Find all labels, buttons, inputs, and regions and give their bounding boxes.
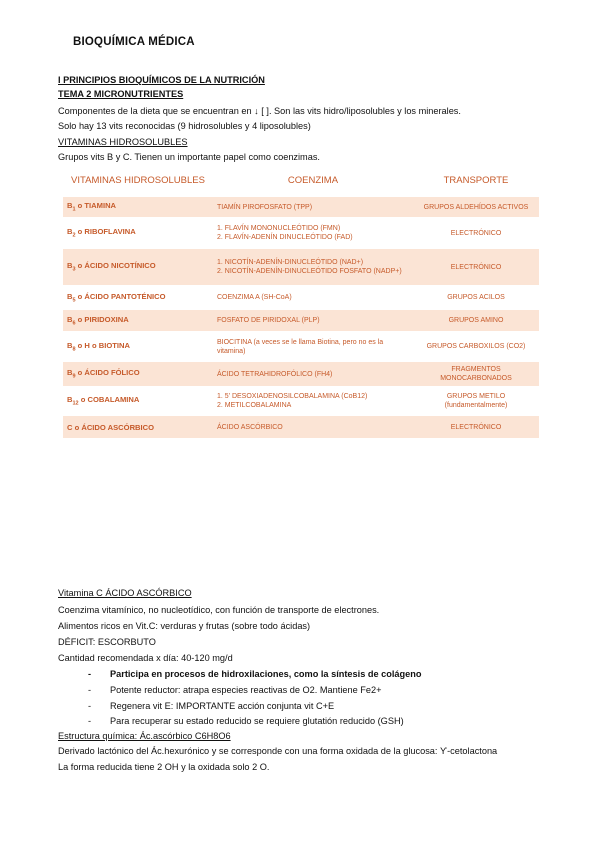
vitamin-cell: $B_2$ o RIBOFLAVINA — [67, 227, 136, 239]
table-row — [63, 415, 539, 438]
coenzyme-cell: COENZIMA A (SH-CoA) — [217, 294, 292, 301]
table-row — [63, 309, 539, 332]
transport-cell: GRUPOS ALDEHÍDOS ACTIVOS — [413, 196, 539, 218]
vitamin-cell: $B_5$ o ÁCIDO PANTOTÉNICO — [67, 291, 166, 304]
document-title: BIOQUÍMICA MÉDICA — [73, 36, 195, 48]
coenzyme-cell: 1. 5' DESOXIADENOSILCOBALAMINA (CoB12) 2. METILCOBALAMINA — [217, 393, 368, 409]
transport-cell: ELECTRÓNICO — [450, 229, 502, 237]
table-row — [63, 361, 539, 387]
vitamin-cell: $B_3$ o ÁCIDO NICOTÍNICO — [63, 248, 213, 286]
coenzyme-cell: BIOCITINA (a veces se le llama Biotina, pero no es la vitamina) — [217, 338, 384, 355]
transport-cell: GRUPOS ACILOS — [447, 294, 505, 301]
vitc-line-2: Alimentos ricos en Vit.C: verduras y frutas (sobre todo ácidas) — [58, 621, 311, 631]
transport-cell: GRUPOS CARBOXILOS (CO2) — [426, 343, 526, 350]
header-transport: TRANSPORTE — [443, 174, 509, 186]
vitamin-cell: $B_9$ o ÁCIDO FÓLICO — [63, 361, 213, 387]
intro-paragraph-1: Componentes de la dieta que se encuentran en ↓ [ ]. Son las vits hidro/liposolubles y los minerales. — [58, 106, 461, 116]
table-row — [63, 286, 539, 309]
subheading-hidrosolubles: VITAMINAS HIDROSOLUBLES — [58, 137, 188, 147]
header-coenzyme: COENZIMA — [287, 174, 339, 186]
table-row — [63, 332, 539, 361]
vitc-line-4: Cantidad recomendada x día: 40-120 mg/d — [58, 653, 233, 663]
coenzyme-cell: TIAMÍN PIROFOSFATO (TPP) — [213, 196, 413, 218]
vitc-line-3: DÉFICIT: ESCORBUTO — [58, 637, 156, 647]
table-row — [63, 387, 539, 415]
vitamin-cell: $B_8$ o H o BIOTINA — [67, 340, 130, 353]
transport-cell: GRUPOS METILO (fundamentalmente) — [444, 393, 508, 409]
table-row — [63, 248, 539, 286]
vitamin-cell: C o ÁCIDO ASCÓRBICO — [63, 415, 213, 438]
vitc-line-6: La forma reducida tiene 2 OH y la oxidada solo 2 O. — [58, 762, 270, 772]
topic-heading: TEMA 2 MICRONUTRIENTES — [58, 89, 184, 99]
transport-cell: FRAGMENTOS MONOCARBONADOS — [413, 361, 539, 387]
coenzyme-cell: ÁCIDO ASCÓRBICO — [213, 415, 413, 438]
vitamin-cell: $B_1$ o TIAMINA — [63, 196, 213, 218]
transport-cell: ELECTRÓNICO — [413, 415, 539, 438]
table-row — [63, 218, 539, 248]
header-vitamins: VITAMINAS HIDROSOLUBLES — [71, 174, 205, 186]
document-page: BIOQUÍMICA MÉDICA I PRINCIPIOS BIOQUÍMICOS DE LA NUTRICIÓN TEMA 2 MICRONUTRIENTES Componentes de la dieta que se encuentran en ↓ [ ]. Son las vits hidro/liposolubles y los minerales. Solo hay 13 vits reconocidas (9 hidrosolubles y 4 liposolubles) VITAMINAS HIDROSOLUBLES Grupos vits B y C. Tienen un importante papel como coenzimas. VITAMINAS HIDROSOLUBLES COENZIMA TRANSPORTE $B_1$ o TIAMINA TIAMÍN PIROFOSFATO (TPP) GRUPOS ALDEHÍDOS ACTIVOS $B_2$ o RIBOFLAVINA 1. FLAVÍN MONONUCLEÓTIDO (FMN) 2. FLAVÍN-ADENÍN DINUCLEÓTIDO (FAD) ELECTRÓNICO $B_3$ o ÁCIDO NICOTÍNICO 1. NICOTÍN-ADENÍN-DINUCLEÓTIDO (NAD+) 2. NICOTÍN-ADENÍN-DINUCLEÓTIDO FOSFATO (NADP+) ELECTRÓNICO $B_5$ o ÁCIDO PANTOTÉNICO COENZIMA A (SH-CoA) GRUPOS ACILOS $B_6$ o PIRIDOXINA FOSFATO DE PIRIDOXAL (PLP) GRUPOS AMINO $B_8$ o H o BIOTINA BIOCITINA (a veces se le llama Biotina, pero no es la vitamina) GRUPOS CARBOXILOS (CO2) $B_9$ o ÁCIDO FÓLICO ÁCIDO TETRAHIDROFÓLICO (FH4) FRAGMENTOS MONOCARBONADOS $B_{12}$ o COBALAMINA 1. 5' DESOXIADENOSILCOBALAMINA (CoB12) 2. METILCOBALAMINA GRUPOS METILO (fundamentalmente) C o ÁCIDO ASCÓRBICO ÁCIDO ASCÓRBICO ELECTRÓNICO Vitamina C ÁCIDO ASCÓRBICO Coenzima vitamínico, no nucleotídico, con función de transporte de electrones. Alimentos ricos en Vit.C: verduras y frutas (sobre todo ácidas) DÉFICIT: ESCORBUTO Cantidad recomendada x día: 40-120 mg/d - Participa en procesos de hidroxilaciones, como la síntesis de colágeno - Potente reductor: atrapa especies reactivas de O2. Mantiene Fe2+ - Regenera vit E: IMPORTANTE acción conjunta vit C+E - Para recuperar su estado reducido se requiere glutatión reducido (GSH) Estructura química: Ác.ascórbico C6H8O6 Derivado lactónico del Ác.hexurónico y se corresponde con una forma oxidada de la glucosa: ϒ-cetolactona La forma reducida tiene 2 OH y la oxidada solo 2 O. — [0, 0, 600, 848]
intro-paragraph-2: Solo hay 13 vits reconocidas (9 hidrosolubles y 4 liposolubles) — [58, 121, 311, 131]
vitc-line-1: Coenzima vitamínico, no nucleotídico, con función de transporte de electrones. — [58, 605, 380, 615]
coenzyme-cell: ÁCIDO TETRAHIDROFÓLICO (FH4) — [213, 361, 413, 387]
vitamins-table — [63, 165, 539, 438]
coenzyme-cell: 1. NICOTÍN-ADENÍN-DINUCLEÓTIDO (NAD+) 2. NICOTÍN-ADENÍN-DINUCLEÓTIDO FOSFATO (NADP+) — [213, 248, 413, 286]
coenzyme-cell: FOSFATO DE PIRIDOXAL (PLP) — [213, 309, 413, 332]
vitamin-cell: $B_{12}$ o COBALAMINA — [67, 395, 140, 407]
section-heading: I PRINCIPIOS BIOQUÍMICOS DE LA NUTRICIÓN — [58, 75, 265, 85]
coenzyme-cell: 1. FLAVÍN MONONUCLEÓTIDO (FMN) 2. FLAVÍN-ADENÍN DINUCLEÓTIDO (FAD) — [217, 225, 353, 241]
intro-paragraph-3: Grupos vits B y C. Tienen un importante papel como coenzimas. — [58, 152, 320, 162]
transport-cell: ELECTRÓNICO — [413, 248, 539, 286]
structure-heading: Estructura química: Ác.ascórbico C6H8O6 — [58, 731, 231, 741]
vitamin-cell: $B_6$ o PIRIDOXINA — [63, 309, 213, 332]
vitc-line-5: Derivado lactónico del Ác.hexurónico y se corresponde con una forma oxidada de la glucosa: ϒ-cetolactona — [58, 746, 498, 756]
vitc-heading: Vitamina C ÁCIDO ASCÓRBICO — [58, 588, 192, 598]
transport-cell: GRUPOS AMINO — [413, 309, 539, 332]
table-row — [63, 196, 539, 218]
